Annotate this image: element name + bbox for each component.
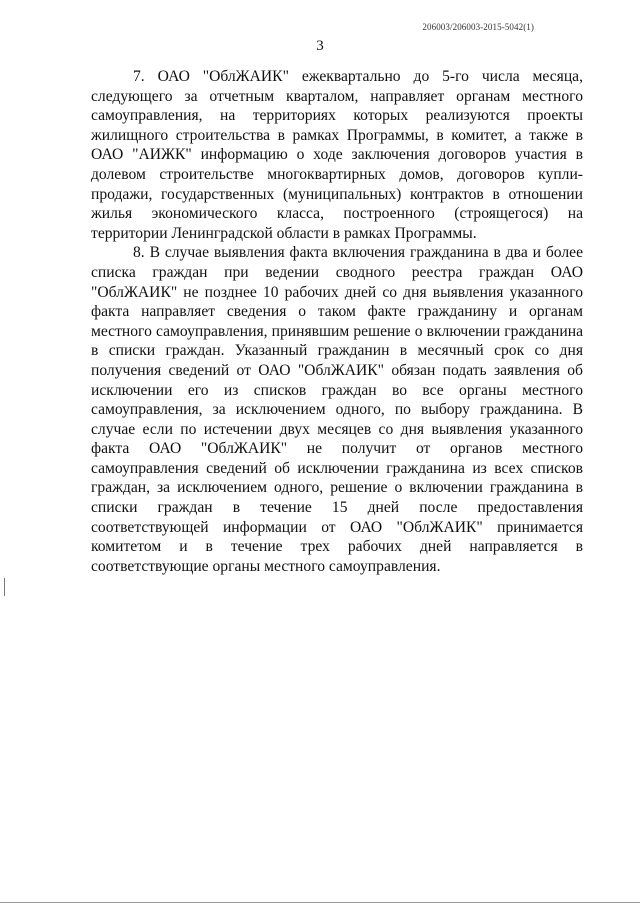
- document-id: 206003/206003-2015-5042(1): [422, 22, 534, 32]
- paragraph-7: 7. ОАО "ОблЖАИК" ежеквартально до 5-го числа месяца, следующего за отчетным кварталом, направляет органам местного самоуправления, на территориях которых реализуются проекты жилищного строительства в рамках Программы, в комитет, а также в ОАО "АИЖК" информацию о ходе заключения договоров участия в долевом строительстве многоквартирных домов, договоров купли-продажи, государственных (муниципальных) контрактов в отношении жилья экономического класса, построенного (строящегося) на территории Ленинградской области в рамках Программы.: [91, 68, 583, 242]
- document-body: [91, 67, 583, 576]
- scan-margin-mark: [4, 578, 5, 596]
- page-number: 3: [316, 38, 324, 54]
- paragraph-8: 8. В случае выявления факта включения гражданина в два и более списка граждан при ведении сводного реестра граждан ОАО "ОблЖАИК" не позднее 10 рабочих дней со дня выявления указанного факта направляет сведения о таком факте гражданину и органам местного самоуправления, принявшим решение о включении гражданина в списки граждан. Указанный гражданин в месячный срок со дня получения сведений от ОАО "ОблЖАИК" обязан подать заявления об исключении его из списков граждан во все органы местного самоуправления, за исключением одного, по выбору гражданина. В случае если по истечении двух месяцев со дня выявления указанного факта ОАО "ОблЖАИК" не получит от органов местного самоуправления сведений об исключении гражданина из всех списков граждан, за исключением одного, решение о включении гражданина в списки граждан в течение 15 дней после предоставления соответствующей информации от ОАО "ОблЖАИК" принимается комитетом и в течение трех рабочих дней направляется в соответствующие органы местного самоуправления.: [91, 244, 583, 575]
- scan-bottom-edge: [0, 902, 640, 903]
